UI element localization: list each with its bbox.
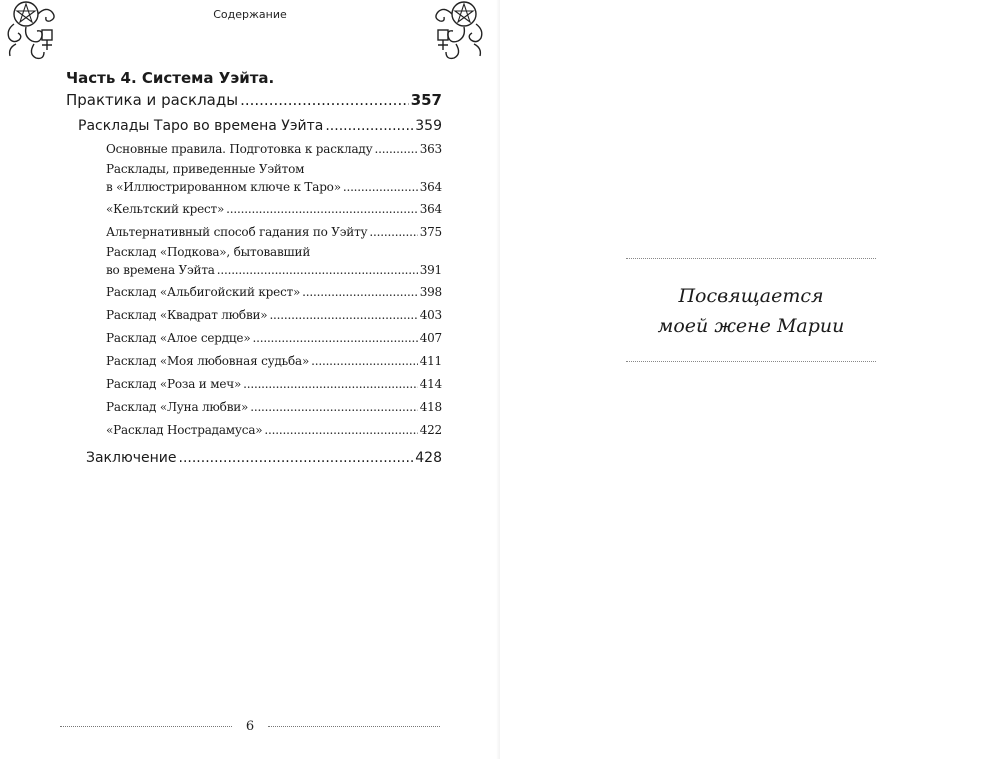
- leader-dots: [302, 281, 418, 304]
- toc-entry-conclusion: [86, 446, 442, 470]
- toc-entry-title: Альтернативный способ гадания по Уэйту: [106, 225, 368, 239]
- toc-entry-page: 364: [419, 180, 442, 194]
- pentacle-ornament-icon: [420, 0, 486, 60]
- footer-rule-right: [268, 726, 440, 727]
- toc-entry-title: «Кельтский крест»: [106, 202, 225, 216]
- toc-entry-page: 422: [419, 423, 442, 437]
- toc-entry-title: Расклад «Квадрат любви»: [106, 308, 268, 322]
- toc-entry-chapter: [78, 114, 442, 138]
- toc-entry-title: Заключение: [86, 450, 177, 466]
- dedication-rule-bottom: [626, 361, 876, 362]
- toc-entry-section: [106, 198, 442, 221]
- leader-dots: [252, 327, 417, 350]
- dedication-line-2: моей жене Марии: [657, 315, 845, 337]
- toc-entry-section: [106, 419, 442, 442]
- toc-entry-section: [106, 221, 442, 244]
- toc-entry-section: [106, 178, 442, 198]
- toc-entry-page: 359: [415, 118, 442, 134]
- toc-entry-section: [106, 304, 442, 327]
- dedication-text: [626, 259, 876, 361]
- toc-entry-section: [106, 261, 442, 281]
- toc-entry-title: в «Иллюстрированном ключе к Таро»: [106, 180, 341, 194]
- toc-entry-section: [106, 138, 442, 161]
- leader-dots: [311, 350, 418, 373]
- running-head: Содержание: [213, 8, 287, 21]
- toc-entry-title: во времена Уэйта: [106, 263, 215, 277]
- leader-dots: [240, 88, 409, 112]
- toc-entry-title-line: Расклад «Подкова», бытовавший: [106, 245, 311, 259]
- toc-entry-section: [106, 281, 442, 304]
- toc-entry-page: 411: [419, 354, 442, 368]
- toc-entry-part: [66, 88, 442, 112]
- leader-dots: [325, 114, 413, 138]
- leader-dots: [243, 373, 418, 396]
- leader-dots: [217, 261, 418, 279]
- leader-dots: [179, 446, 414, 470]
- toc-entry-page: 414: [419, 377, 442, 391]
- right-page: [500, 0, 1000, 759]
- dedication-line-1: Посвящается: [678, 285, 824, 307]
- toc-entry-page: 418: [419, 400, 442, 414]
- toc-entry-page: 403: [419, 308, 442, 322]
- toc-entry-page: 398: [419, 285, 442, 299]
- toc-entry-page: 357: [410, 91, 442, 109]
- leader-dots: [343, 178, 418, 196]
- toc-entry-title: Расклад «Альбигойский крест»: [106, 285, 301, 299]
- footer-rule-left: [60, 726, 232, 727]
- toc-entry-page: 391: [419, 263, 442, 277]
- toc-entry-title: Практика и расклады: [66, 91, 239, 109]
- leader-dots: [374, 138, 417, 161]
- table-of-contents: [66, 68, 442, 470]
- leader-dots: [369, 221, 417, 244]
- toc-entry-title: Расклад «Моя любовная судьба»: [106, 354, 310, 368]
- toc-entry-page: 407: [419, 331, 442, 345]
- page-number: 6: [245, 718, 255, 734]
- toc-entry-page: 375: [419, 225, 442, 239]
- toc-entry-title: Расклад «Роза и меч»: [106, 377, 242, 391]
- leader-dots: [264, 419, 417, 442]
- toc-entry-title: Расклад «Алое сердце»: [106, 331, 251, 345]
- toc-entry-title: Основные правила. Подготовка к раскладу: [106, 142, 373, 156]
- toc-entry-title: Расклад «Луна любви»: [106, 400, 249, 414]
- toc-entry-section: [106, 373, 442, 396]
- toc-entry-page: 364: [419, 202, 442, 216]
- leader-dots: [269, 304, 417, 327]
- leader-dots: [226, 198, 418, 221]
- leader-dots: [250, 396, 417, 419]
- toc-entry-title-line: Расклады, приведенные Уэйтом: [106, 162, 305, 176]
- toc-entry-title: Расклады Таро во времена Уэйта: [78, 118, 324, 134]
- page-footer: [60, 716, 440, 736]
- toc-part-title: Часть 4. Система Уэйта.: [66, 69, 275, 87]
- toc-entry-page: 363: [419, 142, 442, 156]
- toc-entry-section: [106, 327, 442, 350]
- dedication: [626, 258, 876, 362]
- toc-entry-title: «Расклад Нострадамуса»: [106, 423, 263, 437]
- toc-entry-section: [106, 350, 442, 373]
- toc-entry-section: [106, 396, 442, 419]
- toc-entry-page: 428: [415, 450, 442, 466]
